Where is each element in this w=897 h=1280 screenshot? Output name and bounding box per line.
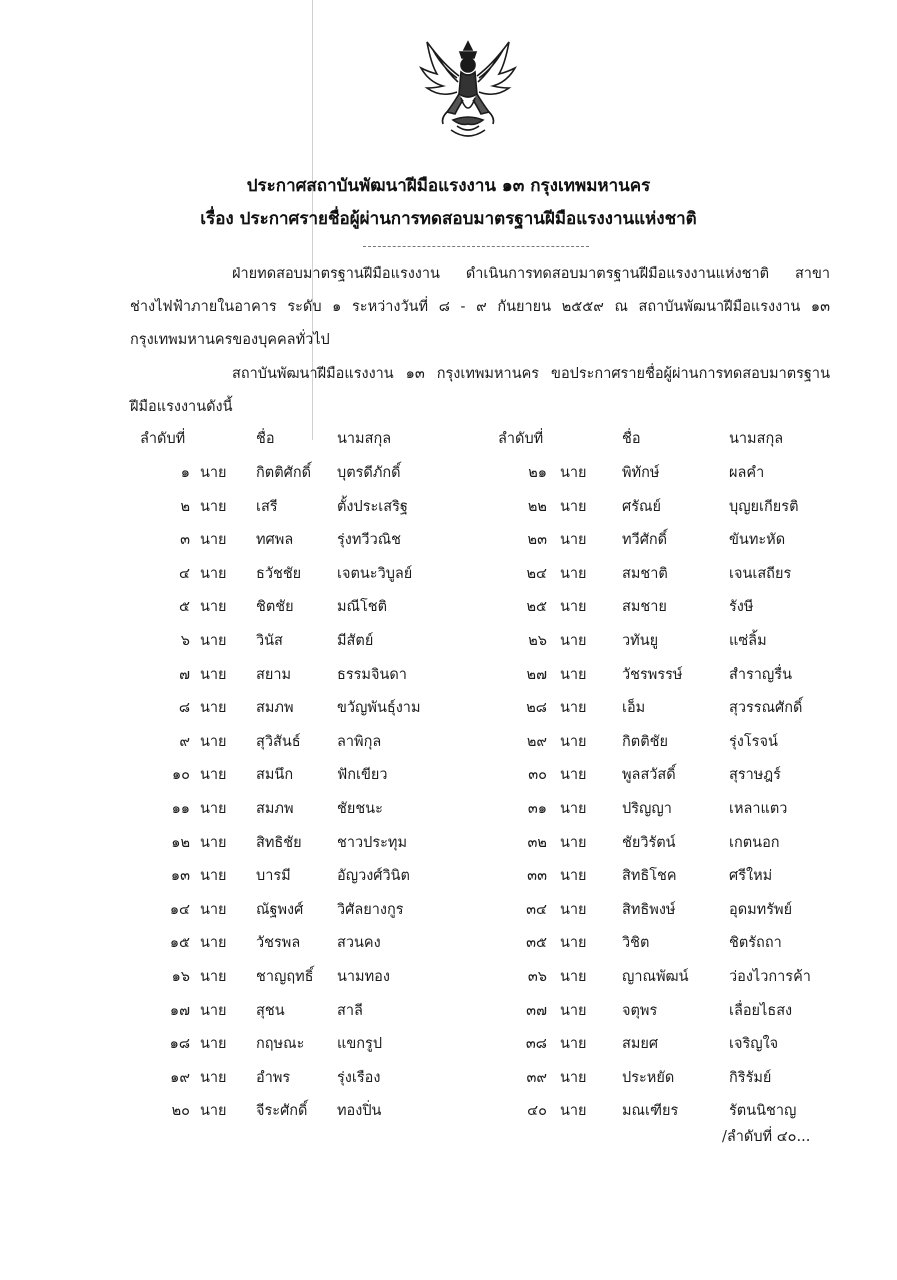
table-row	[0, 557, 897, 590]
order-number: ๓๘	[525, 1036, 547, 1053]
first-name: วัชรพล	[256, 935, 301, 952]
last-name: ตั้งประเสริฐ	[337, 498, 408, 515]
name-title: นาย	[560, 935, 587, 952]
name-title: นาย	[560, 532, 587, 549]
name-title: นาย	[200, 901, 227, 918]
header-last-name-right: นามสกุล	[729, 431, 784, 447]
order-number: ๓๑	[527, 801, 547, 817]
last-name: ฟักเขียว	[337, 767, 388, 784]
first-name: กฤษณะ	[256, 1036, 305, 1053]
last-name: สาลี	[337, 1002, 363, 1019]
table-row	[0, 1027, 897, 1060]
last-name: เลื่อยไธสง	[729, 1002, 793, 1019]
last-name: อุดมทรัพย์	[729, 901, 793, 918]
first-name: สิทธิชัย	[256, 834, 302, 851]
first-name: สมชาย	[622, 599, 667, 616]
first-name: ณัฐพงศ์	[256, 901, 304, 918]
first-name: ประหยัด	[622, 1069, 675, 1086]
name-title: นาย	[200, 935, 227, 952]
order-number: ๓๕	[526, 935, 547, 952]
order-number: ๑๔	[169, 901, 190, 918]
last-name: ขวัญพันธุ์งาม	[337, 700, 421, 717]
name-title: นาย	[560, 1002, 587, 1019]
first-name: พิทักษ์	[622, 465, 660, 481]
last-name: รุ่งทวีวณิช	[337, 532, 402, 549]
order-number: ๒๖	[528, 633, 547, 649]
last-name: รุ่งโรจน์	[729, 733, 778, 750]
name-title: นาย	[200, 969, 227, 985]
name-title: นาย	[200, 1103, 227, 1120]
name-title: นาย	[200, 465, 227, 481]
order-number: ๖	[180, 633, 190, 649]
announcement-subject: เรื่อง ประกาศรายชื่อผู้ผ่านการทดสอบมาตรฐานฝีมือแรงงานแห่งชาติ	[200, 209, 697, 229]
first-name: สมภพ	[256, 801, 294, 817]
name-title: นาย	[560, 1036, 587, 1053]
name-title: นาย	[200, 733, 227, 750]
name-title: นาย	[200, 801, 227, 817]
table-row	[0, 893, 897, 926]
last-name: เกตนอก	[729, 834, 780, 851]
order-number: ๓๒	[527, 834, 547, 851]
first-name: สุชน	[256, 1002, 285, 1019]
name-title: นาย	[560, 599, 587, 616]
order-number: ๓๖	[527, 969, 547, 985]
last-name: ขันทะหัด	[729, 532, 786, 549]
name-title: นาย	[560, 868, 587, 885]
table-row	[0, 624, 897, 657]
table-row	[0, 994, 897, 1027]
last-name: ชัยชนะ	[337, 801, 383, 817]
header-order-right: ลำดับที่	[498, 431, 544, 447]
garuda-emblem-icon	[413, 34, 523, 144]
table-row	[0, 826, 897, 859]
last-name: มีสัตย์	[337, 633, 374, 649]
order-number: ๔๐	[527, 1103, 547, 1120]
first-name: สยาม	[256, 666, 292, 683]
first-name: สมนึก	[256, 767, 294, 784]
table-row	[0, 523, 897, 556]
continuation-note: /ลำดับที่ ๔๐...	[722, 1129, 811, 1145]
name-title: นาย	[560, 901, 587, 918]
table-row	[0, 758, 897, 791]
order-number: ๗	[179, 666, 190, 683]
order-number: ๒๐	[171, 1103, 190, 1120]
order-number: ๒๗	[526, 666, 547, 683]
name-title: นาย	[560, 767, 587, 784]
name-title: นาย	[200, 834, 227, 851]
table-row	[0, 590, 897, 623]
order-number: ๒๑	[528, 465, 547, 481]
first-name: สุวิสันธ์	[256, 733, 301, 750]
last-name: รุ่งเรือง	[337, 1069, 381, 1086]
order-number: ๑๙	[170, 1069, 190, 1086]
header-last-name-left: นามสกุล	[337, 431, 392, 447]
order-number: ๑๐	[171, 767, 190, 784]
last-name: ลาพิกุล	[337, 733, 382, 750]
order-number: ๑๗	[169, 1002, 190, 1019]
order-number: ๑๒	[171, 834, 190, 851]
announcement-title: ประกาศสถาบันพัฒนาฝีมือแรงงาน ๑๓ กรุงเทพมหานคร	[246, 176, 651, 196]
last-name: นามทอง	[337, 969, 390, 985]
last-name: บุญยเกียรติ	[729, 498, 799, 515]
order-number: ๓	[180, 532, 190, 549]
last-name: ผลคำ	[729, 465, 765, 481]
name-title: นาย	[560, 700, 587, 717]
first-name: สมยศ	[622, 1036, 659, 1053]
name-title: นาย	[200, 532, 227, 549]
last-name: กิริรัมย์	[729, 1069, 772, 1086]
table-row	[0, 725, 897, 758]
last-name: สวนคง	[337, 935, 381, 952]
announcement-paragraph: สถาบันพัฒนาฝีมือแรงงาน ๑๓ กรุงเทพมหานคร ขอประกาศรายชื่อผู้ผ่านการทดสอบมาตรฐานฝีมือแรงงานดังนี้	[130, 366, 830, 415]
first-name: สมภพ	[256, 700, 294, 717]
first-name: ธวัชชัย	[256, 565, 302, 582]
first-name: จตุพร	[622, 1002, 658, 1019]
first-name: จีระศักดิ์	[256, 1103, 308, 1120]
name-title: นาย	[560, 801, 587, 817]
order-number: ๙	[179, 733, 190, 750]
title-divider	[363, 246, 589, 247]
name-title: นาย	[560, 498, 587, 515]
order-number: ๒๙	[526, 733, 547, 750]
last-name: แขกรูป	[337, 1036, 383, 1053]
order-number: ๓๐	[528, 767, 547, 784]
name-title: นาย	[200, 1069, 227, 1086]
first-name: วินัส	[256, 633, 283, 649]
order-number: ๒๘	[526, 700, 547, 717]
name-title: นาย	[560, 834, 587, 851]
name-title: นาย	[560, 565, 587, 582]
first-name: วทันยู	[622, 633, 659, 649]
name-title: นาย	[560, 1069, 587, 1086]
last-name: เหลาแตว	[729, 801, 788, 817]
order-number: ๒	[180, 498, 190, 515]
table-header	[0, 422, 897, 454]
last-name: ว่องไวการค้า	[729, 969, 811, 985]
table-row	[0, 926, 897, 959]
order-number: ๕	[179, 599, 190, 616]
name-title: นาย	[200, 1002, 227, 1019]
order-number: ๑๖	[171, 969, 190, 985]
name-title: นาย	[560, 465, 587, 481]
first-name: เอ็ม	[622, 700, 646, 717]
last-name: มณีโชติ	[337, 599, 388, 616]
order-number: ๓๙	[526, 1069, 547, 1086]
intro-paragraph: ฝ่ายทดสอบมาตรฐานฝีมือแรงงาน ดำเนินการทดสอบมาตรฐานฝีมือแรงงานแห่งชาติ สาขาช่างไฟฟ้าภายในอาคาร ระดับ ๑ ระหว่างวันที่ ๘ - ๙ กันยายน ๒๕๕๙ ณ สถาบันพัฒนาฝีมือแรงงาน ๑๓ กรุงเทพมหานครของบุคคลทั่วไป	[130, 266, 830, 348]
order-number: ๒๕	[526, 599, 547, 616]
order-number: ๔	[179, 565, 190, 582]
last-name: รัตนนิชาญ	[729, 1103, 797, 1120]
first-name: ศรัณย์	[622, 498, 661, 515]
first-name: ปริญญา	[622, 801, 672, 817]
last-name: ชาวประทุม	[337, 834, 408, 851]
table-row	[0, 1061, 897, 1094]
name-title: นาย	[200, 565, 227, 582]
name-title: นาย	[200, 633, 227, 649]
first-name: ทศพล	[256, 532, 294, 549]
order-number: ๒๔	[526, 565, 547, 582]
order-number: ๘	[178, 700, 190, 717]
last-name: รังษี	[729, 599, 754, 616]
name-title: นาย	[200, 599, 227, 616]
table-row	[0, 658, 897, 691]
last-name: ศรีใหม่	[729, 868, 773, 885]
name-title: นาย	[560, 733, 587, 750]
header-order-left: ลำดับที่	[140, 431, 186, 447]
last-name: สุวรรณศักดิ์	[729, 700, 803, 717]
last-name: เจตนะวิบูลย์	[337, 565, 413, 582]
table-row	[0, 859, 897, 892]
order-number: ๑๑	[171, 801, 190, 817]
order-number: ๑๕	[169, 935, 190, 952]
last-name: สำราญรื่น	[729, 666, 792, 683]
name-title: นาย	[200, 700, 227, 717]
table-row	[0, 490, 897, 523]
first-name: ญาณพัฒน์	[622, 969, 689, 985]
name-title: นาย	[560, 969, 587, 985]
first-name: อำพร	[256, 1069, 291, 1086]
table-row	[0, 1094, 897, 1127]
name-title: นาย	[560, 633, 587, 649]
name-title: นาย	[560, 1103, 587, 1120]
header-first-name-right: ชื่อ	[622, 431, 641, 447]
first-name: เสรี	[256, 498, 278, 515]
order-number: ๓๔	[526, 901, 547, 918]
first-name: วัชรพรรษ์	[622, 666, 683, 683]
first-name: ชิตชัย	[256, 599, 294, 616]
first-name: สมชาติ	[622, 565, 668, 582]
order-number: ๓๓	[527, 868, 547, 885]
header-first-name-left: ชื่อ	[256, 431, 275, 447]
name-title: นาย	[200, 666, 227, 683]
last-name: บุตรดีภักดิ์	[337, 465, 401, 481]
order-number: ๒๓	[527, 532, 547, 549]
last-name: ทองปิ่น	[337, 1103, 382, 1120]
first-name: พูลสวัสดิ์	[622, 767, 676, 784]
name-title: นาย	[200, 498, 227, 515]
name-title: นาย	[200, 767, 227, 784]
last-name: แซ่ลิ้ม	[729, 633, 767, 649]
first-name: ชัยวิรัตน์	[622, 834, 676, 851]
first-name: กิตติศักดิ์	[256, 465, 312, 481]
first-name: สิทธิโชค	[622, 868, 677, 885]
table-row	[0, 691, 897, 724]
first-name: มณเฑียร	[622, 1103, 679, 1120]
name-title: นาย	[200, 868, 227, 885]
last-name: อัญวงศ์วินิต	[337, 868, 410, 885]
first-name: วิชิต	[622, 935, 650, 952]
first-name: บารมี	[256, 868, 291, 885]
first-name: สิทธิพงษ์	[622, 901, 676, 918]
order-number: ๓๗	[526, 1002, 547, 1019]
last-name: ธรรมจินดา	[337, 666, 407, 683]
first-name: กิตติชัย	[622, 733, 668, 750]
table-row	[0, 960, 897, 993]
last-name: สุราษฎร์	[729, 767, 781, 784]
last-name: เจริญใจ	[729, 1036, 779, 1053]
first-name: ชาญฤทธิ์	[256, 969, 314, 985]
last-name: วิศัลยางกูร	[337, 901, 404, 918]
last-name: เจนเสถียร	[729, 565, 792, 582]
table-row	[0, 456, 897, 489]
order-number: ๑๓	[170, 868, 190, 885]
name-title: นาย	[560, 666, 587, 683]
table-row	[0, 792, 897, 825]
order-number: ๑	[180, 465, 190, 481]
name-title: นาย	[200, 1036, 227, 1053]
first-name: ทวีศักดิ์	[622, 532, 668, 549]
order-number: ๒๒	[527, 498, 547, 515]
order-number: ๑๘	[169, 1036, 190, 1053]
last-name: ชิตรัถถา	[729, 935, 782, 952]
